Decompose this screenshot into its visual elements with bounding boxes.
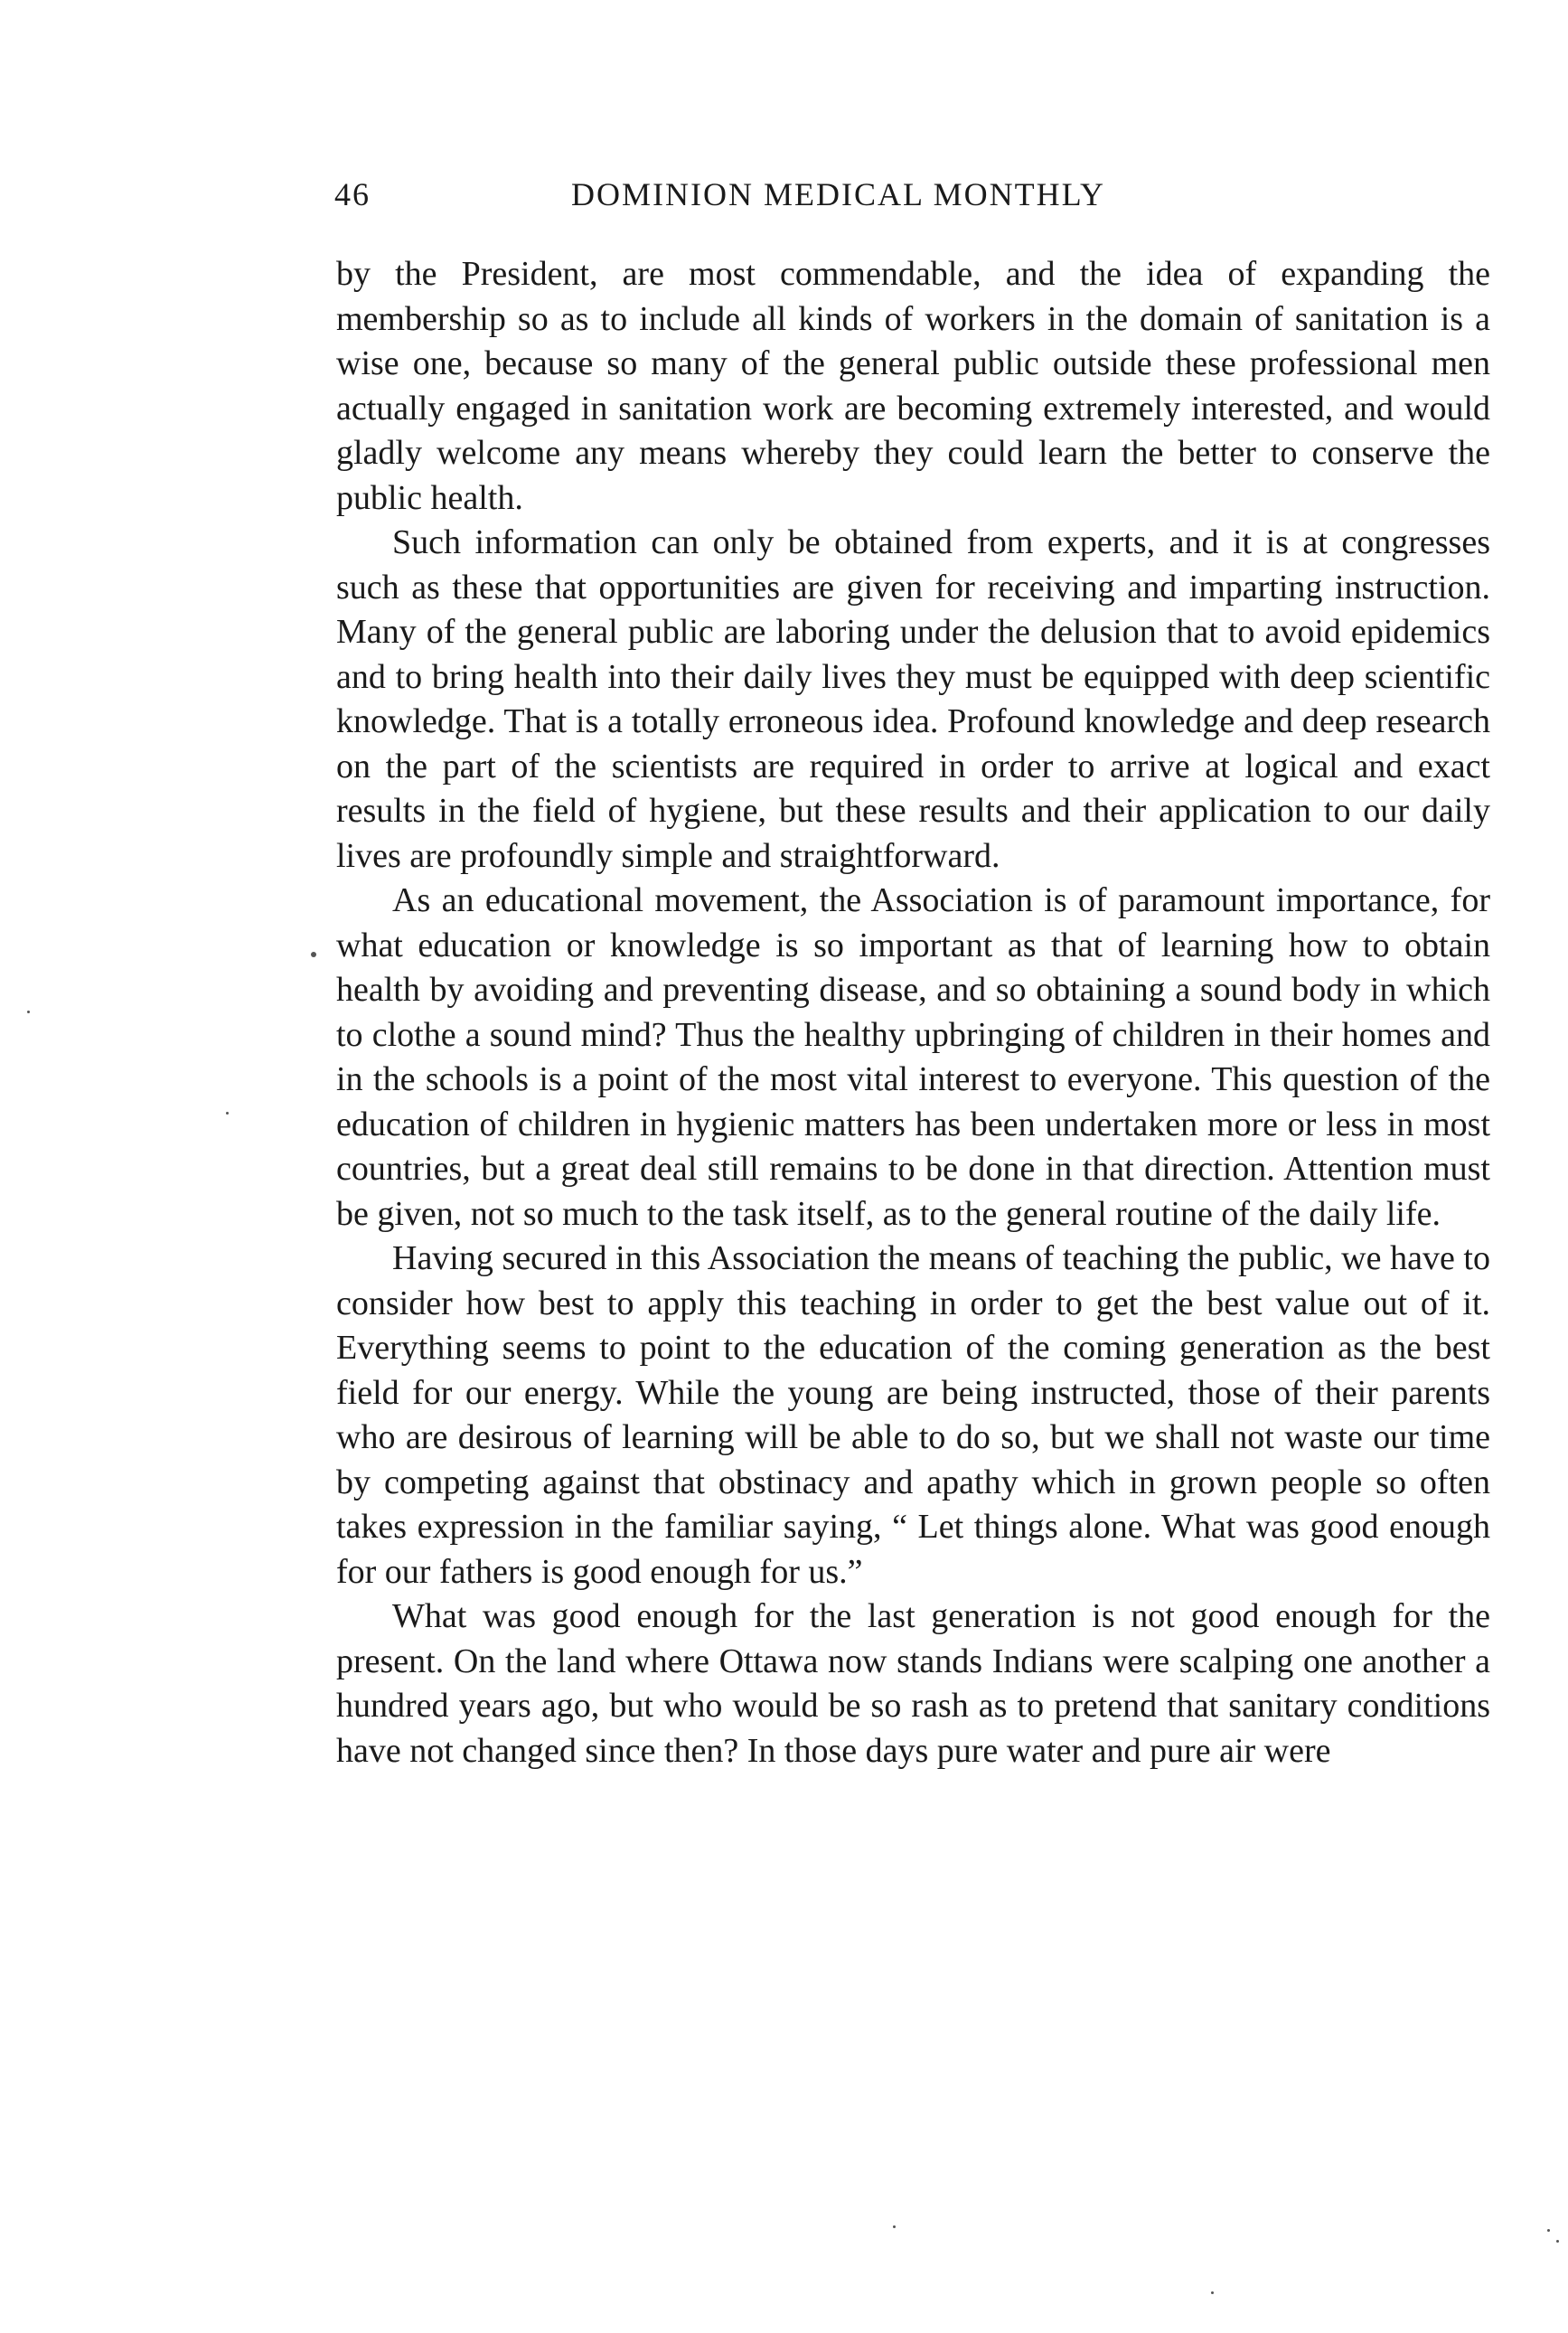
body-text [336,252,1490,1773]
scan-speck [893,2225,896,2228]
page-number: 46 [334,176,371,212]
running-title: DOMINION MEDICAL MONTHLY [571,176,1106,212]
paragraph-3: As an educational movement, the Association is of paramount importance, for what education or knowledge is so important as that of learning how to obtain health by avoiding and preventing disease, and so obtaining a sound body in which to clothe a sound mind? Thus the healthy upbringing of children in their homes and in the schools is a point of the most vital interest to everyone. This question of the education of children in hygienic matters has been undertaken more or less in most countries, but a great deal still remains to be done in that direction. Attention must be given, not so much to the task itself, as to the general routine of the daily life. [336,881,1490,1233]
paragraph-2: Such information can only be obtained from experts, and it is at congresses such as these that opportunities are given for receiving and imparting instruction. Many of the general public are laboring under the delusion that to avoid epidemics and to bring health into their daily lives they must be equipped with deep scientific knowledge. That is a totally erroneous idea. Profound knowledge and deep research on the part of the scientists are required in order to arrive at logical and exact results in the field of hygiene, but these results and their application to our daily lives are profoundly simple and straightforward. [336,523,1490,875]
scan-speck [1547,2229,1550,2232]
paragraph-1: by the President, are most commendable, and the idea of expanding the membership so as to include all kinds of workers in the domain of sanitation is a wise one, because so many of the general public outside these professional men actually engaged in sanitation work are becoming extremely interested, and would gladly welcome any means whereby they could learn the better to conserve the public health. [336,255,1490,517]
paragraph-4: Having secured in this Association the means of teaching the public, we have to consider how best to apply this teaching in order to get the best value out of it. Everything seems to point to the education of the coming generation as the best field for our energy. While the young are being instructed, those of their parents who are desirous of learning will be able to do so, but we shall not waste our time by competing against that obstinacy and apathy which in grown people so often takes expression in the familiar saying, “ Let things alone. What was good enough for our fathers is good enough for us.” [336,1239,1490,1591]
scan-speck [1211,2291,1214,2294]
scan-speck [27,1011,30,1013]
scan-speck [311,952,316,957]
scan-speck [226,1112,229,1115]
paragraph-5: What was good enough for the last generation is not good enough for the present. On the land where Ottawa now stands Indians were scalping one another a hundred years ago, but who would be so rash as to pretend that sanitary conditions have not changed since then? In those days pure water and pure air were [336,1597,1490,1770]
page-header [334,175,1238,221]
scan-speck [1556,2240,1559,2243]
